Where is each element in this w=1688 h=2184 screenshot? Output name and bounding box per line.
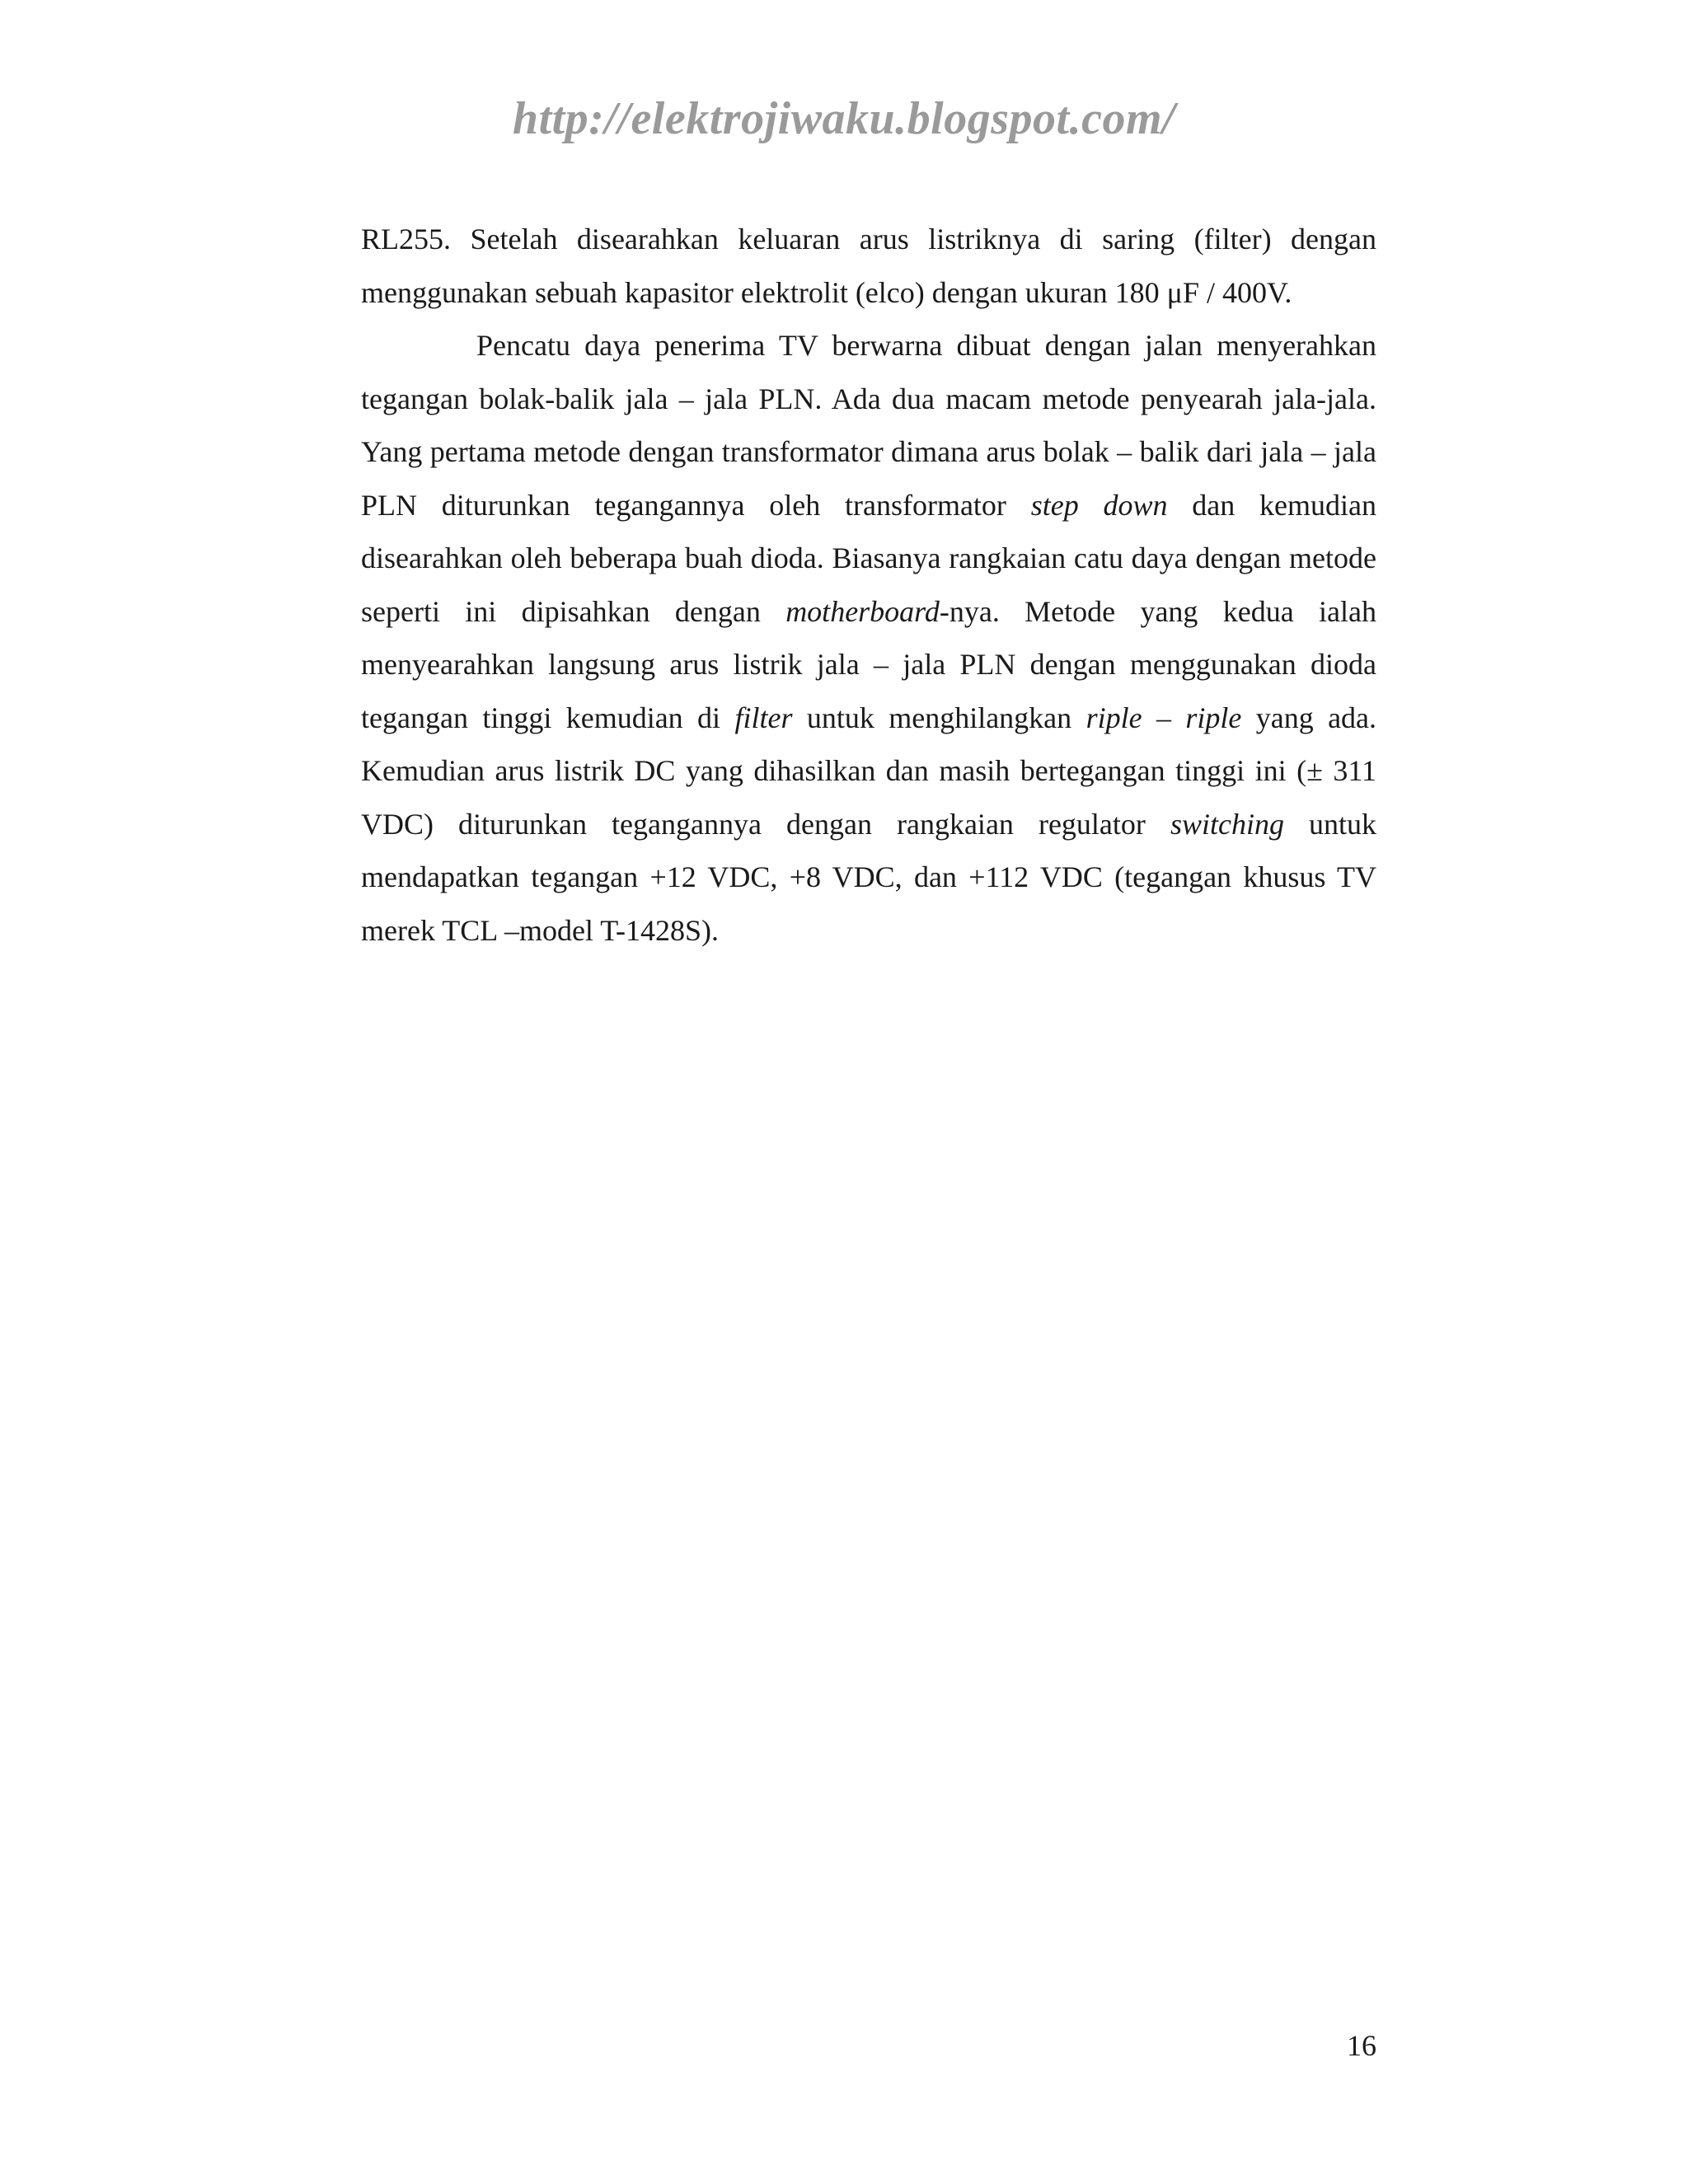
watermark-url: http://elektrojiwaku.blogspot.com/: [512, 93, 1176, 144]
term-switching: switching: [1170, 807, 1284, 841]
paragraph-2-text-5: yang ada. Kemudian arus listrik DC yang dihasilkan dan masih bertegangan tinggi ini (± 311 VDC) diturunkan tegangannya dengan rangkaian regulator: [361, 701, 1377, 841]
page-number: 16: [1347, 2029, 1376, 2062]
term-filter: filter: [734, 701, 793, 734]
term-motherboard: motherboard: [785, 594, 940, 628]
term-riple: riple – riple: [1085, 701, 1242, 734]
paragraph-2: [361, 319, 1376, 957]
term-step-down: step down: [1030, 488, 1168, 522]
paragraph-1: RL255. Setelah disearahkan keluaran arus listriknya di saring (filter) dengan menggunakan sebuah kapasitor elektrolit (elco) dengan ukuran 180 μF / 400V.: [361, 223, 1376, 309]
paragraph-2-text-2: dan kemudian disearahkan oleh beberapa buah dioda. Biasanya rangkaian catu daya dengan metode seperti ini dipisahkan dengan: [361, 488, 1376, 628]
paragraph-2-text-6: untuk mendapatkan tegangan +12 VDC, +8 VDC, dan +112 VDC (tegangan khusus TV merek TCL –model T-1428S).: [361, 807, 1376, 947]
paragraph-2-text-4: untuk menghilangkan: [792, 701, 1086, 734]
paragraph-2-text-3: -nya. Metode yang kedua ialah menyearahkan langsung arus listrik jala – jala PLN dengan menggunakan dioda tegangan tinggi kemudian di: [361, 594, 1376, 734]
document-body: [361, 213, 1376, 957]
paragraph-2-text-1: Pencatu daya penerima TV berwarna dibuat dengan jalan menyerahkan tegangan bolak-balik jala – jala PLN. Ada dua macam metode penyearah jala-jala. Yang pertama metode dengan transformator dimana arus bolak – balik dari jala – jala PLN diturunkan tegangannya oleh transformator: [361, 329, 1376, 522]
